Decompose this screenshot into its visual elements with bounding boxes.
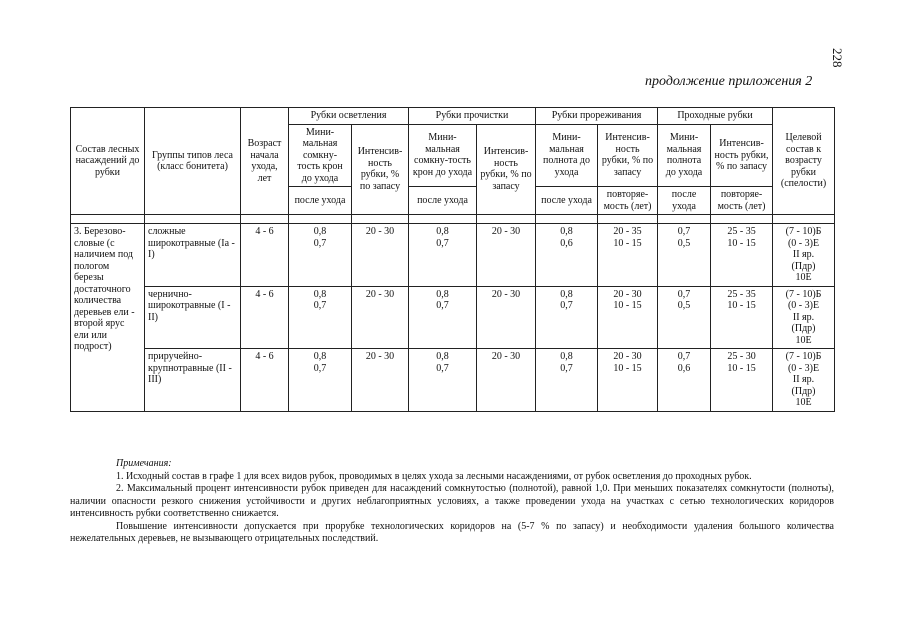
target-cell: (7 - 10)Б (0 - 3)Е II яр. (Пдр) 10Е — [773, 224, 835, 287]
age: 4 - 6 — [241, 349, 289, 412]
header-prorezhivanie: Рубки прореживания — [536, 108, 658, 125]
note-2: 2. Максимальный процент интенсивности рубок приведен для насаждений сомкнутостью (полнотой), равной 1,0. При меньших показателях сомкнутости (полноты), наличии опасности резкого снижения устойчивости и других неблагоприятных условиях, а также проведении ухода на участках с сетью технологических коридоров интенсивность рубки соответственно снижается. — [70, 483, 834, 519]
cell: 25 - 35 10 - 15 — [711, 286, 773, 349]
age: 4 - 6 — [241, 286, 289, 349]
table-row — [71, 286, 835, 349]
header-g1-int: Интенсив-ность рубки, % по запасу — [352, 124, 409, 215]
forest-type: сложные широкотравные (Ia - I) — [145, 224, 241, 287]
cell: 0,8 0,7 — [536, 286, 598, 349]
forest-type: чернично-широкотравные (I - II) — [145, 286, 241, 349]
cell: 25 - 35 10 - 15 — [711, 224, 773, 287]
cell: 0,8 0,7 — [409, 286, 477, 349]
cell: 20 - 30 — [477, 224, 536, 287]
cell: 25 - 30 10 - 15 — [711, 349, 773, 412]
target-cell: (7 - 10)Б (0 - 3)Е II яр. (Пдр) 10Е — [773, 286, 835, 349]
header-g3-after: после ухода — [536, 187, 598, 215]
cell: 20 - 30 10 - 15 — [598, 286, 658, 349]
target-cell: (7 - 10)Б (0 - 3)Е II яр. (Пдр) 10Е — [773, 349, 835, 412]
header-g2-after: после ухода — [409, 187, 477, 215]
header-forest-type: Группы типов леса (класс бонитета) — [145, 108, 241, 215]
header-g1-after: после ухода — [289, 187, 352, 215]
cell: 0,8 0,7 — [536, 349, 598, 412]
cell: 20 - 30 — [352, 349, 409, 412]
note-3: Повышение интенсивности допускается при прорубке технологических коридоров на (5-7 % по запасу) и необходимости удаления большого количества нежелательных деревьев, не вызывающего отрицательных последствий. — [70, 520, 834, 544]
cell: 0,8 0,7 — [289, 286, 352, 349]
group-label: 3. Березово-словые (с наличием под пологом березы достаточного количества деревьев ели - второй ярус ели или подрост) — [71, 224, 145, 412]
header-g4-repeat: повторяе-мость (лет) — [711, 187, 773, 215]
cell: 0,8 0,7 — [409, 349, 477, 412]
cell: 0,8 0,7 — [289, 224, 352, 287]
cell: 0,7 0,6 — [658, 349, 711, 412]
cell: 20 - 35 10 - 15 — [598, 224, 658, 287]
header-target: Целевой состав к возрасту рубки (спелости) — [773, 108, 835, 215]
header-g1-min: Мини-мальная сомкну-тость крон до ухода — [289, 124, 352, 187]
cell: 0,7 0,5 — [658, 286, 711, 349]
note-1: 1. Исходный состав в графе 1 для всех видов рубок, проводимых в целях ухода за лесными насаждениями, от рубок осветления до проходных рубок. — [116, 470, 752, 482]
header-row-1 — [71, 108, 835, 125]
table-row — [71, 349, 835, 412]
spacer-row — [71, 215, 835, 224]
continuation-title: продолжение приложения 2 — [645, 74, 813, 89]
cell: 20 - 30 — [352, 286, 409, 349]
header-g3-int: Интенсив-ность рубки, % по запасу — [598, 124, 658, 187]
age: 4 - 6 — [241, 224, 289, 287]
header-prokhodnye: Проходные рубки — [658, 108, 773, 125]
header-g3-repeat: повторяе-мость (лет) — [598, 187, 658, 215]
header-g4-min: Мини-мальная полнота до ухода — [658, 124, 711, 187]
header-g2-min: Мини-мальная сомкну-тость крон до ухода — [409, 124, 477, 187]
cell: 20 - 30 10 - 15 — [598, 349, 658, 412]
notes — [70, 458, 834, 546]
cell: 0,8 0,7 — [289, 349, 352, 412]
cell: 0,8 0,7 — [409, 224, 477, 287]
header-g3-min: Мини-мальная полнота до ухода — [536, 124, 598, 187]
forestry-table — [70, 107, 835, 412]
header-prochistka: Рубки прочистки — [409, 108, 536, 125]
header-composition: Состав лесных насаждений до рубки — [71, 108, 145, 215]
cell: 20 - 30 — [352, 224, 409, 287]
header-age: Возраст начала ухода, лет — [241, 108, 289, 215]
cell: 0,7 0,5 — [658, 224, 711, 287]
cell: 20 - 30 — [477, 349, 536, 412]
header-g4-int: Интенсив-ность рубки, % по запасу — [711, 124, 773, 187]
forest-type: приручейно-крупнотравные (II - III) — [145, 349, 241, 412]
header-osvetlenie: Рубки осветления — [289, 108, 409, 125]
notes-title: Примечания: — [116, 458, 172, 469]
cell: 20 - 30 — [477, 286, 536, 349]
header-g4-after: после ухода — [658, 187, 711, 215]
header-g2-int: Интенсив-ность рубки, % по запасу — [477, 124, 536, 215]
table-row — [71, 224, 835, 287]
page-number: 228 — [830, 48, 845, 68]
cell: 0,8 0,6 — [536, 224, 598, 287]
